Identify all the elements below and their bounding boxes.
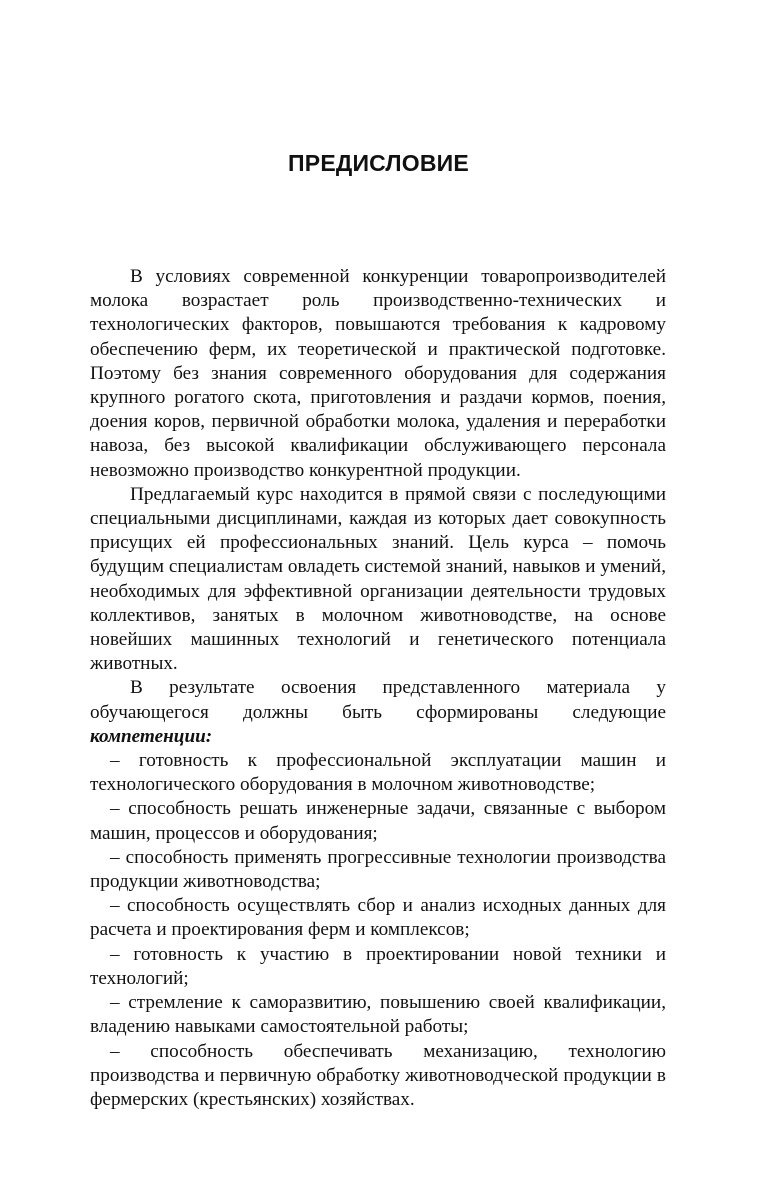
competency-item: – стремление к саморазвитию, повышению своей квалификации, владению навыками самостоятельной работы; [90,992,666,1038]
competency-item: – готовность к участию в проектировании новой техники и технологий; [90,943,666,989]
competency-item: – способность осуществлять сбор и анализ исходных данных для расчета и проектирования ферм и комплексов; [90,895,666,941]
intro-text: В результате освоения представленного материала у обучающегося должны быть сформированы следующие [90,677,666,723]
competency-item: – способность применять прогрессивные технологии производства продукции животноводства; [90,846,666,893]
page-title: ПРЕДИСЛОВИЕ [288,150,469,176]
competency-item: – готовность к профессиональной эксплуатации машин и технологического оборудования в молочном животноводстве; [90,750,666,796]
paragraph-market-conditions: В условиях современной конкуренции товаропроизводителей молока возрастает роль производственно-технических и технологических факторов, повышаются требования к кадровому обеспечению ферм, их теоретической и практической подготовке. Поэтому без знания современного оборудования для содержания крупного рогатого скота, приготовления и раздачи кормов, поения, доения коров, первичной обработки молока, удаления и переработки навоза, без высокой квалификации обслуживающего персонала невозможно производство конкурентной продукции. [90,266,666,481]
competency-item: – способность решать инженерные задачи, связанные с выбором машин, процессов и оборудования; [90,798,666,844]
competency-item: – способность обеспечивать механизацию, технологию производства и первичную обработку животноводческой продукции в фермерских (крестьянских) хозяйствах. [90,1040,666,1110]
paragraph-competencies-intro [90,676,666,749]
preface-body [90,265,666,1112]
competencies-keyword: компетенции: [90,725,213,747]
paragraph-course-purpose: Предлагаемый курс находится в прямой связи с последующими специальными дисциплинами, каждая из которых дает совокупность присущих ей профессиональных знаний. Цель курса – помочь будущим специалистам овладеть системой знаний, навыков и умений, необходимых для эффективной организации деятельности трудовых коллективов, занятых в молочном животноводстве, на основе новейших машинных технологий и генетического потенциала животных. [90,483,666,675]
